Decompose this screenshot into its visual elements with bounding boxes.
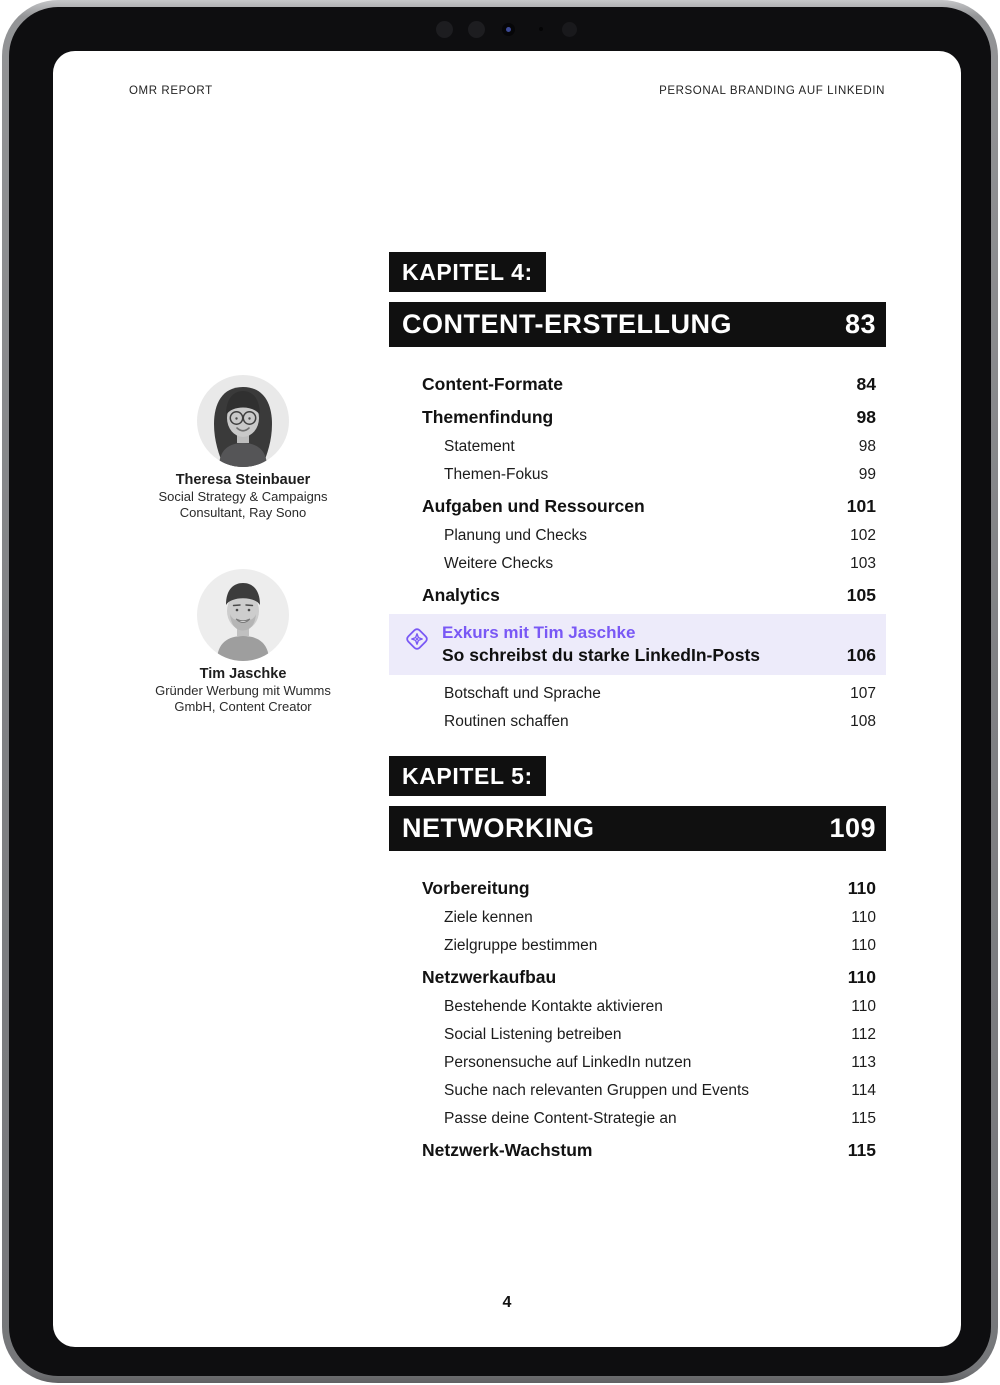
- exkurs-text: [442, 621, 876, 667]
- chapter-entries: [389, 374, 886, 731]
- toc-entry-label: Ziele kennen: [444, 909, 533, 926]
- chapter-kicker-label: KAPITEL 4:: [402, 259, 533, 285]
- toc-entry-page-number: 102: [850, 527, 876, 544]
- toc-entry[interactable]: [389, 997, 886, 1016]
- toc-entry-label: Netzwerk-Wachstum: [422, 1140, 593, 1160]
- toc-entry[interactable]: [389, 407, 886, 428]
- toc-entry-page-number: 112: [851, 1026, 876, 1043]
- toc-entry[interactable]: [389, 1025, 886, 1044]
- toc-entry[interactable]: [389, 878, 886, 899]
- sensor-icon: [468, 21, 485, 38]
- avatar-theresa: [197, 375, 289, 467]
- toc-entry-label: Personensuche auf LinkedIn nutzen: [444, 1054, 692, 1071]
- chapter-kicker: [389, 756, 546, 796]
- toc-entry-label: Themen-Fokus: [444, 466, 549, 483]
- toc-entry-label: Suche nach relevanten Gruppen und Events: [444, 1082, 750, 1099]
- author-role-line: GmbH, Content Creator: [174, 699, 312, 714]
- author-card-theresa: [133, 375, 353, 521]
- toc-entry-page-number: 110: [851, 998, 876, 1015]
- chapter-titlebar[interactable]: [389, 806, 886, 851]
- toc-chapter: [389, 756, 886, 1161]
- toc-entry[interactable]: [389, 1140, 886, 1161]
- toc-entry-page-number: 115: [847, 1140, 876, 1160]
- chapter-kicker-label: KAPITEL 5:: [402, 763, 533, 789]
- exkurs-title-label: So schreibst du starke LinkedIn-Posts: [442, 645, 760, 665]
- tablet-device: [2, 0, 998, 1383]
- toc-entry-page-number: 98: [858, 438, 876, 455]
- toc-entry-page-number: 110: [851, 937, 876, 954]
- toc-entry-page-number: 99: [858, 466, 876, 483]
- toc-entry[interactable]: [389, 554, 886, 573]
- toc-entry-label: Netzwerkaufbau: [422, 967, 557, 987]
- toc-entry[interactable]: [389, 712, 886, 731]
- toc-entry-page-number: 98: [856, 407, 876, 427]
- author-name: Theresa Steinbauer: [175, 472, 311, 488]
- toc-entry-label: Bestehende Kontakte aktivieren: [444, 998, 663, 1015]
- author-card-tim: [133, 569, 353, 715]
- toc-entry-label: Vorbereitung: [422, 878, 530, 898]
- toc-entry-page-number: 110: [847, 967, 876, 987]
- toc-entry[interactable]: [389, 684, 886, 703]
- toc-entry-page-number: 110: [847, 878, 876, 898]
- toc-entry-page-number: 113: [851, 1054, 876, 1071]
- toc-entry-label: Passe deine Content-Strategie an: [444, 1110, 677, 1127]
- toc-exkurs-entry[interactable]: [389, 614, 886, 675]
- page-header: [129, 85, 885, 97]
- toc-entry[interactable]: [389, 496, 886, 517]
- toc-entry-page-number: 115: [851, 1110, 876, 1127]
- toc-entry[interactable]: [389, 967, 886, 988]
- toc-entry[interactable]: [389, 437, 886, 456]
- toc-entry-label: Zielgruppe bestimmen: [444, 937, 598, 954]
- toc-entry-page-number: 103: [850, 555, 876, 572]
- author-role-line: Consultant, Ray Sono: [179, 505, 307, 520]
- exkurs-kicker-label: Exkurs mit Tim Jaschke: [442, 623, 636, 642]
- toc-entry-label: Content-Formate: [422, 374, 563, 394]
- page-number: 4: [502, 1294, 512, 1311]
- chapter-page-number: 109: [829, 813, 876, 843]
- exkurs-sparkle-diamond-icon: [402, 624, 432, 667]
- toc-entry-label: Botschaft und Sprache: [444, 685, 601, 702]
- toc-entry-label: Planung und Checks: [444, 527, 588, 544]
- chapter-page-number: 83: [844, 309, 876, 339]
- toc-entry[interactable]: [389, 526, 886, 545]
- document-page: [53, 51, 961, 1347]
- toc-entry[interactable]: [389, 1081, 886, 1100]
- toc-entry-page-number: 108: [850, 713, 876, 730]
- sensor-icon: [562, 22, 577, 37]
- toc-entry[interactable]: [389, 1053, 886, 1072]
- toc-entry-label: Analytics: [422, 585, 500, 605]
- toc-entry[interactable]: [389, 374, 886, 395]
- avatar-tim: [197, 569, 289, 661]
- toc-entry-page-number: 110: [851, 909, 876, 926]
- toc-entry-page-number: 105: [846, 585, 876, 605]
- toc-entry-page-number: 101: [846, 496, 876, 516]
- chapter-title: NETWORKING: [402, 813, 595, 843]
- toc-entry[interactable]: [389, 465, 886, 484]
- author-role-line: Social Strategy & Campaigns: [158, 489, 328, 504]
- sensor-icon: [436, 21, 453, 38]
- header-right-label: PERSONAL BRANDING AUF LINKEDIN: [659, 85, 885, 97]
- toc-entry-page-number: 114: [851, 1082, 876, 1099]
- toc-entry[interactable]: [389, 908, 886, 927]
- microphone-dot-icon: [539, 27, 543, 31]
- toc-entry-label: Weitere Checks: [444, 555, 554, 572]
- chapter-title: CONTENT-ERSTELLUNG: [402, 309, 732, 339]
- toc-entry-label: Routinen schaffen: [444, 713, 569, 730]
- toc-entry[interactable]: [389, 585, 886, 606]
- toc-entry[interactable]: [389, 936, 886, 955]
- exkurs-page-number: 106: [846, 645, 876, 665]
- chapter-kicker: [389, 252, 546, 292]
- toc-entry-label: Themenfindung: [422, 407, 554, 427]
- toc-entry[interactable]: [389, 1109, 886, 1128]
- toc-entry-label: Aufgaben und Ressourcen: [422, 496, 645, 516]
- author-role-line: Gründer Werbung mit Wumms: [155, 683, 331, 698]
- toc-chapter: [389, 252, 886, 731]
- toc-entry-label: Social Listening betreiben: [444, 1026, 622, 1043]
- front-camera-icon: [502, 23, 515, 36]
- author-name: Tim Jaschke: [199, 666, 287, 682]
- chapter-titlebar[interactable]: [389, 302, 886, 347]
- toc-entry-page-number: 107: [850, 685, 876, 702]
- chapter-entries: [389, 878, 886, 1161]
- header-left-label: OMR REPORT: [129, 85, 213, 97]
- toc: [389, 252, 886, 1161]
- tablet-bezel: [9, 7, 991, 1376]
- toc-entry-label: Statement: [444, 438, 515, 455]
- toc-entry-page-number: 84: [856, 374, 876, 394]
